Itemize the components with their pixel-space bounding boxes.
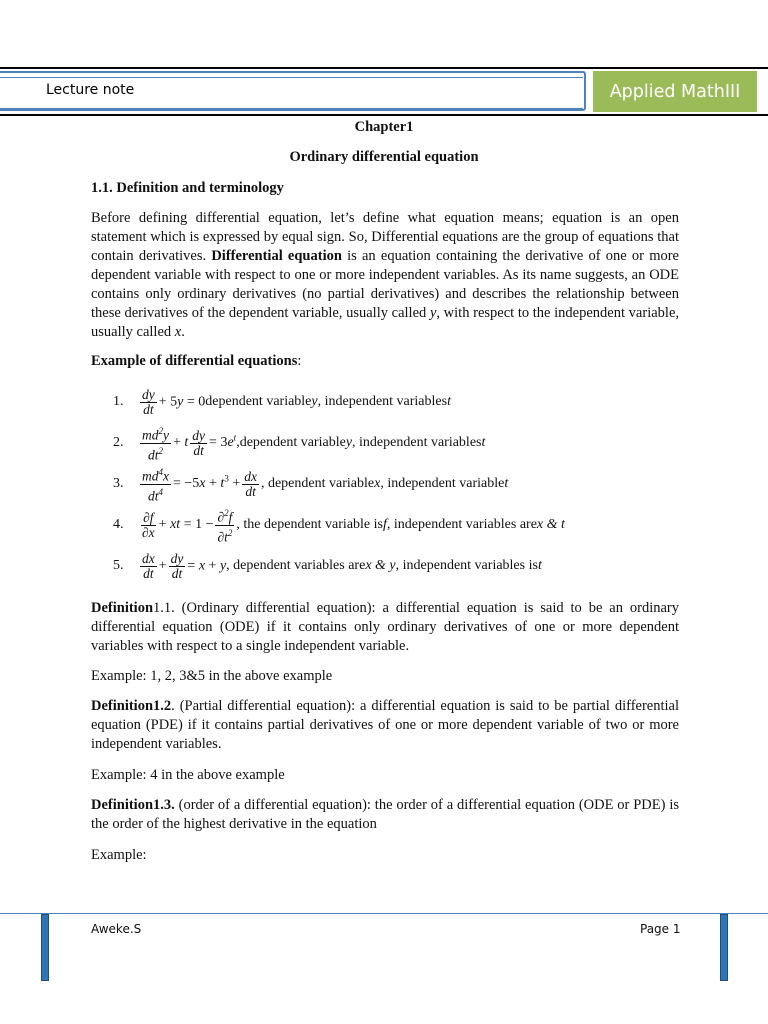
equation-desc-mid: , independent variables are [386,517,537,532]
equation-desc-mid: , independent variables [352,435,482,450]
equation-desc: , dependent variables are [226,558,366,573]
example-1: Example: 1, 2, 3&5 in the above example [91,668,333,684]
equation-dependent-var: y [345,435,353,450]
header-rule-top [0,67,768,69]
equation-number: 3. [113,476,124,491]
example-2: Example: 4 in the above example [91,767,285,783]
intro-text-1: Before defining differential equation, let’s define what equation means; equation is an open statement which is expressed by equal sign. So, Differential equations are the group of equations that contain derivatives. [91,210,679,264]
equation-number: 4. [113,517,124,532]
footer-page-number: Page 1 [640,922,681,936]
equation-row-2 [113,425,485,461]
equation-independent-var: t [504,476,509,491]
equation-independent-var: x & t [536,517,565,532]
equation-1-math: $\frac{dy}{dt}$ + 5y = 0 [142,386,206,417]
intro-text-3: , with respect to the independent variable, usually called [91,305,680,340]
definition-label: Definition1.2 [91,698,172,714]
equation-independent-var: t [447,394,451,409]
footer-bar-right [720,914,728,981]
definition-number: 1.1. [153,600,175,616]
equation-row-3 [113,466,508,502]
equation-desc-mid: , independent variables [317,394,448,409]
definition-label: Definition [91,600,154,616]
definition-1-2 [91,697,679,754]
footer-bar-left [41,914,49,981]
chapter-title: Ordinary differential equation [289,149,479,165]
equation-desc-mid: , independent variable [380,476,505,491]
equation-dependent-var: f [382,517,387,532]
section-heading: 1.1. Definition and terminology [91,180,284,196]
chapter-number: Chapter1 [354,119,414,135]
equation-dependent-var: x [374,476,381,491]
equation-desc: ,dependent variable [236,435,346,450]
equation-desc: , dependent variable [260,476,375,491]
equation-dependent-var: x & y [365,558,396,573]
equation-4-math: $\frac{\partial f}{\partial x}$ + xt = 1 − $\frac{\partial^2f}{\partial t^2}$ [142,508,233,544]
definition-1-1 [91,599,679,656]
footer-rule [0,913,768,914]
examples-heading-text: Example of differential equations [91,353,298,369]
definition-label: Definition1.3. [91,797,175,813]
definition-1-3 [91,796,679,834]
equation-desc: dependent variable [205,394,312,409]
equation-3-math: $\frac{md^4x}{dt^4}$ = $-5x + t^3$ + $\frac{dx}{dt}$ [142,467,257,503]
header-lecture-note: Lecture note [46,82,135,98]
equation-2-math: $\frac{md^2y}{dt^2}$ + t $\frac{dy}{dt}$ = $3e^t$ [142,426,237,462]
equation-number: 2. [113,435,124,450]
equation-row-1 [113,384,451,420]
equation-number: 5. [113,558,124,573]
equation-independent-var: t [537,558,542,573]
equation-desc: , the dependent variable is [236,517,383,532]
definition-text: . (Partial differential equation): a differential equation is said to be partial differential equation (PDE) if it contains partial derivatives of one or more dependent variable of two or more independent variables. [91,698,679,752]
definition-text: (Ordinary differential equation): a differential equation is said to be an ordinary differential equation (ODE) if it contains only ordinary derivatives of one or more dependent variables with respect to a single independent variable. [91,600,679,654]
equation-dependent-var: y [311,394,318,409]
examples-heading-colon: : [297,353,302,369]
equation-desc-mid: , independent variables is [395,558,538,573]
intro-var-x: x [174,324,182,340]
intro-text-2: is an equation containing the derivative of one or more dependent variable with respect to one or more independent variables. As its name suggests, an ODE contains only ordinary derivatives (no partial derivatives) and describes the relationship between these derivatives of the dependent variable, usually called [91,248,679,321]
header-rule-bottom [0,114,768,116]
definition-text: (order of a differential equation): the order of a differential equation (ODE or PDE) is the order of the highest derivative in the equation [91,797,679,832]
equation-independent-var: t [481,435,486,450]
equation-number: 1. [113,394,124,409]
examples-heading [91,352,301,371]
equation-5-math: $\frac{dx}{dt}$ + $\frac{dy}{dt}$ = x + y [142,550,227,581]
intro-text-4: . [181,324,185,340]
header-course-title: Applied MathIII [609,81,741,102]
equation-row-4 [113,507,565,543]
intro-var-y: y [429,305,437,321]
header-course-box [593,71,757,112]
intro-paragraph [91,209,679,342]
equation-row-5 [113,548,542,584]
example-3: Example: [91,847,147,863]
intro-bold-term: Differential equation [211,248,342,264]
footer-author: Aweke.S [91,922,142,936]
